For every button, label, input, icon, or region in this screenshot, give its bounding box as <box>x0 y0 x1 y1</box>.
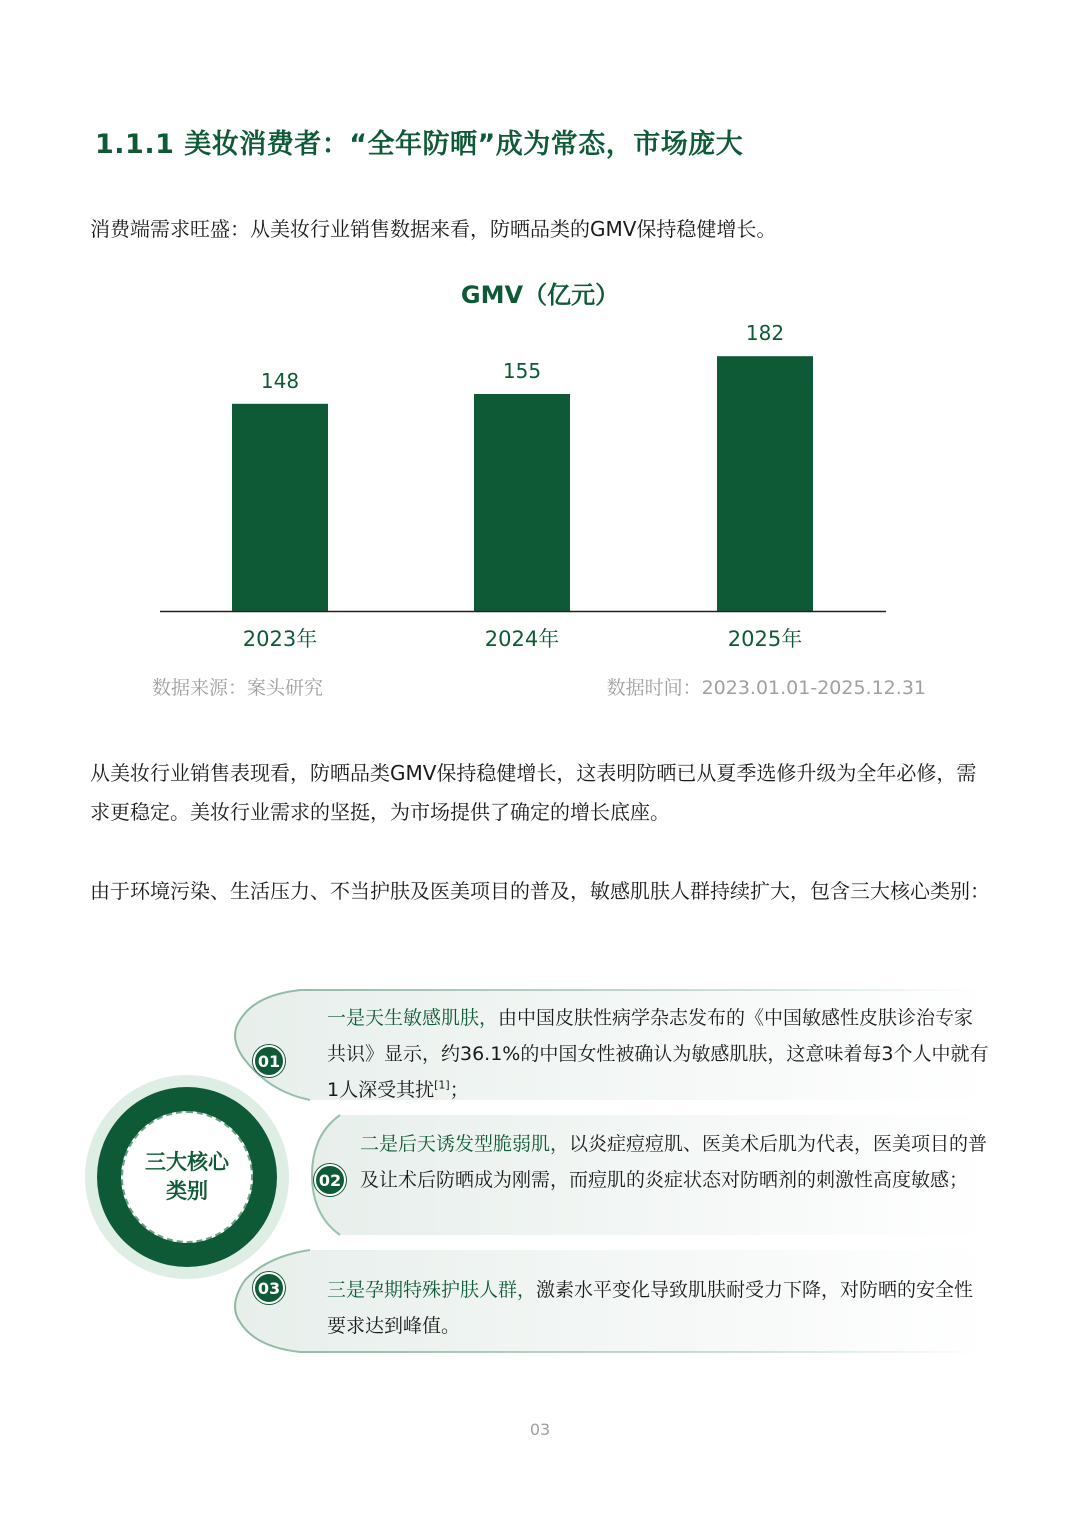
category-badge-02: 02 <box>314 1164 346 1196</box>
bar-2025年 <box>717 356 813 611</box>
category-item-2-highlight: 二是后天诱发型脆弱肌， <box>360 1133 570 1155</box>
bar-value-label: 182 <box>745 321 785 346</box>
bar-value-label: 155 <box>502 359 542 383</box>
citation-ref: [1] <box>434 1078 450 1092</box>
body-paragraph-growth: 从美妆行业销售表现看，防晒品类GMV保持稳健增长，这表明防晒已从夏季选修升级为全年必修，需求更稳定。美妆行业需求的坚挺，为市场提供了确定的增长底座。 <box>90 761 977 824</box>
category-item-3 <box>327 1272 992 1344</box>
category-item-3-text: 激素水平变化导致肌肤耐受力下降，对防晒的安全性要求达到峰值。 <box>327 1279 974 1337</box>
category-item-1 <box>327 1000 992 1108</box>
category-badge-03: 03 <box>253 1272 285 1304</box>
chart-source: 数据来源：案头研究 <box>152 677 324 699</box>
category-item-1-end: ； <box>449 1079 469 1101</box>
intro-paragraph: 消费端需求旺盛：从美妆行业销售数据来看，防晒品类的GMV保持稳健增长。 <box>90 217 777 241</box>
chart-time-range: 数据时间：2023.01.01-2025.12.31 <box>606 677 926 699</box>
gmv-bar-chart <box>140 275 940 665</box>
page-number: 03 <box>529 1420 551 1439</box>
bar-value-label: 148 <box>260 368 300 393</box>
bar-2023年 <box>232 404 328 611</box>
x-tick-label: 2024年 <box>484 627 560 651</box>
x-tick-label: 2023年 <box>242 627 318 651</box>
circle-label <box>121 1111 253 1243</box>
category-item-3-highlight: 三是孕期特殊护肤人群， <box>327 1279 537 1301</box>
category-badge-01: 01 <box>253 1045 285 1077</box>
section-title: 1.1.1 美妆消费者：“全年防晒”成为常态，市场庞大 <box>95 129 744 160</box>
category-item-2-text: 以炎症痘痘肌、医美术后肌为代表，医美项目的普及让术后防晒成为刚需，而痘肌的炎症状态对防晒剂的刺激性高度敏感； <box>360 1133 988 1191</box>
bar-2024年 <box>474 394 570 611</box>
category-item-2 <box>360 1126 992 1198</box>
gmv-chart <box>140 275 940 699</box>
circle-label-line2: 类别 <box>166 1179 208 1203</box>
category-item-1-highlight: 一是天生敏感肌肤， <box>327 1007 499 1029</box>
category-item-1-text: 由中国皮肤性病学杂志发布的《中国敏感性皮肤诊治专家共识》显示，约36.1%的中国女性被确认为敏感肌肤，这意味着每3个人中就有1人深受其扰 <box>327 1007 989 1101</box>
chart-title: GMV（亿元） <box>460 281 620 309</box>
body-paragraph-sensitive-skin: 由于环境污染、生活压力、不当护肤及医美项目的普及，敏感肌肤人群持续扩大，包含三大核心类别： <box>90 879 990 903</box>
x-tick-label: 2025年 <box>727 627 803 651</box>
core-categories-diagram <box>0 980 1080 1360</box>
circle-label-line1: 三大核心 <box>145 1150 229 1174</box>
